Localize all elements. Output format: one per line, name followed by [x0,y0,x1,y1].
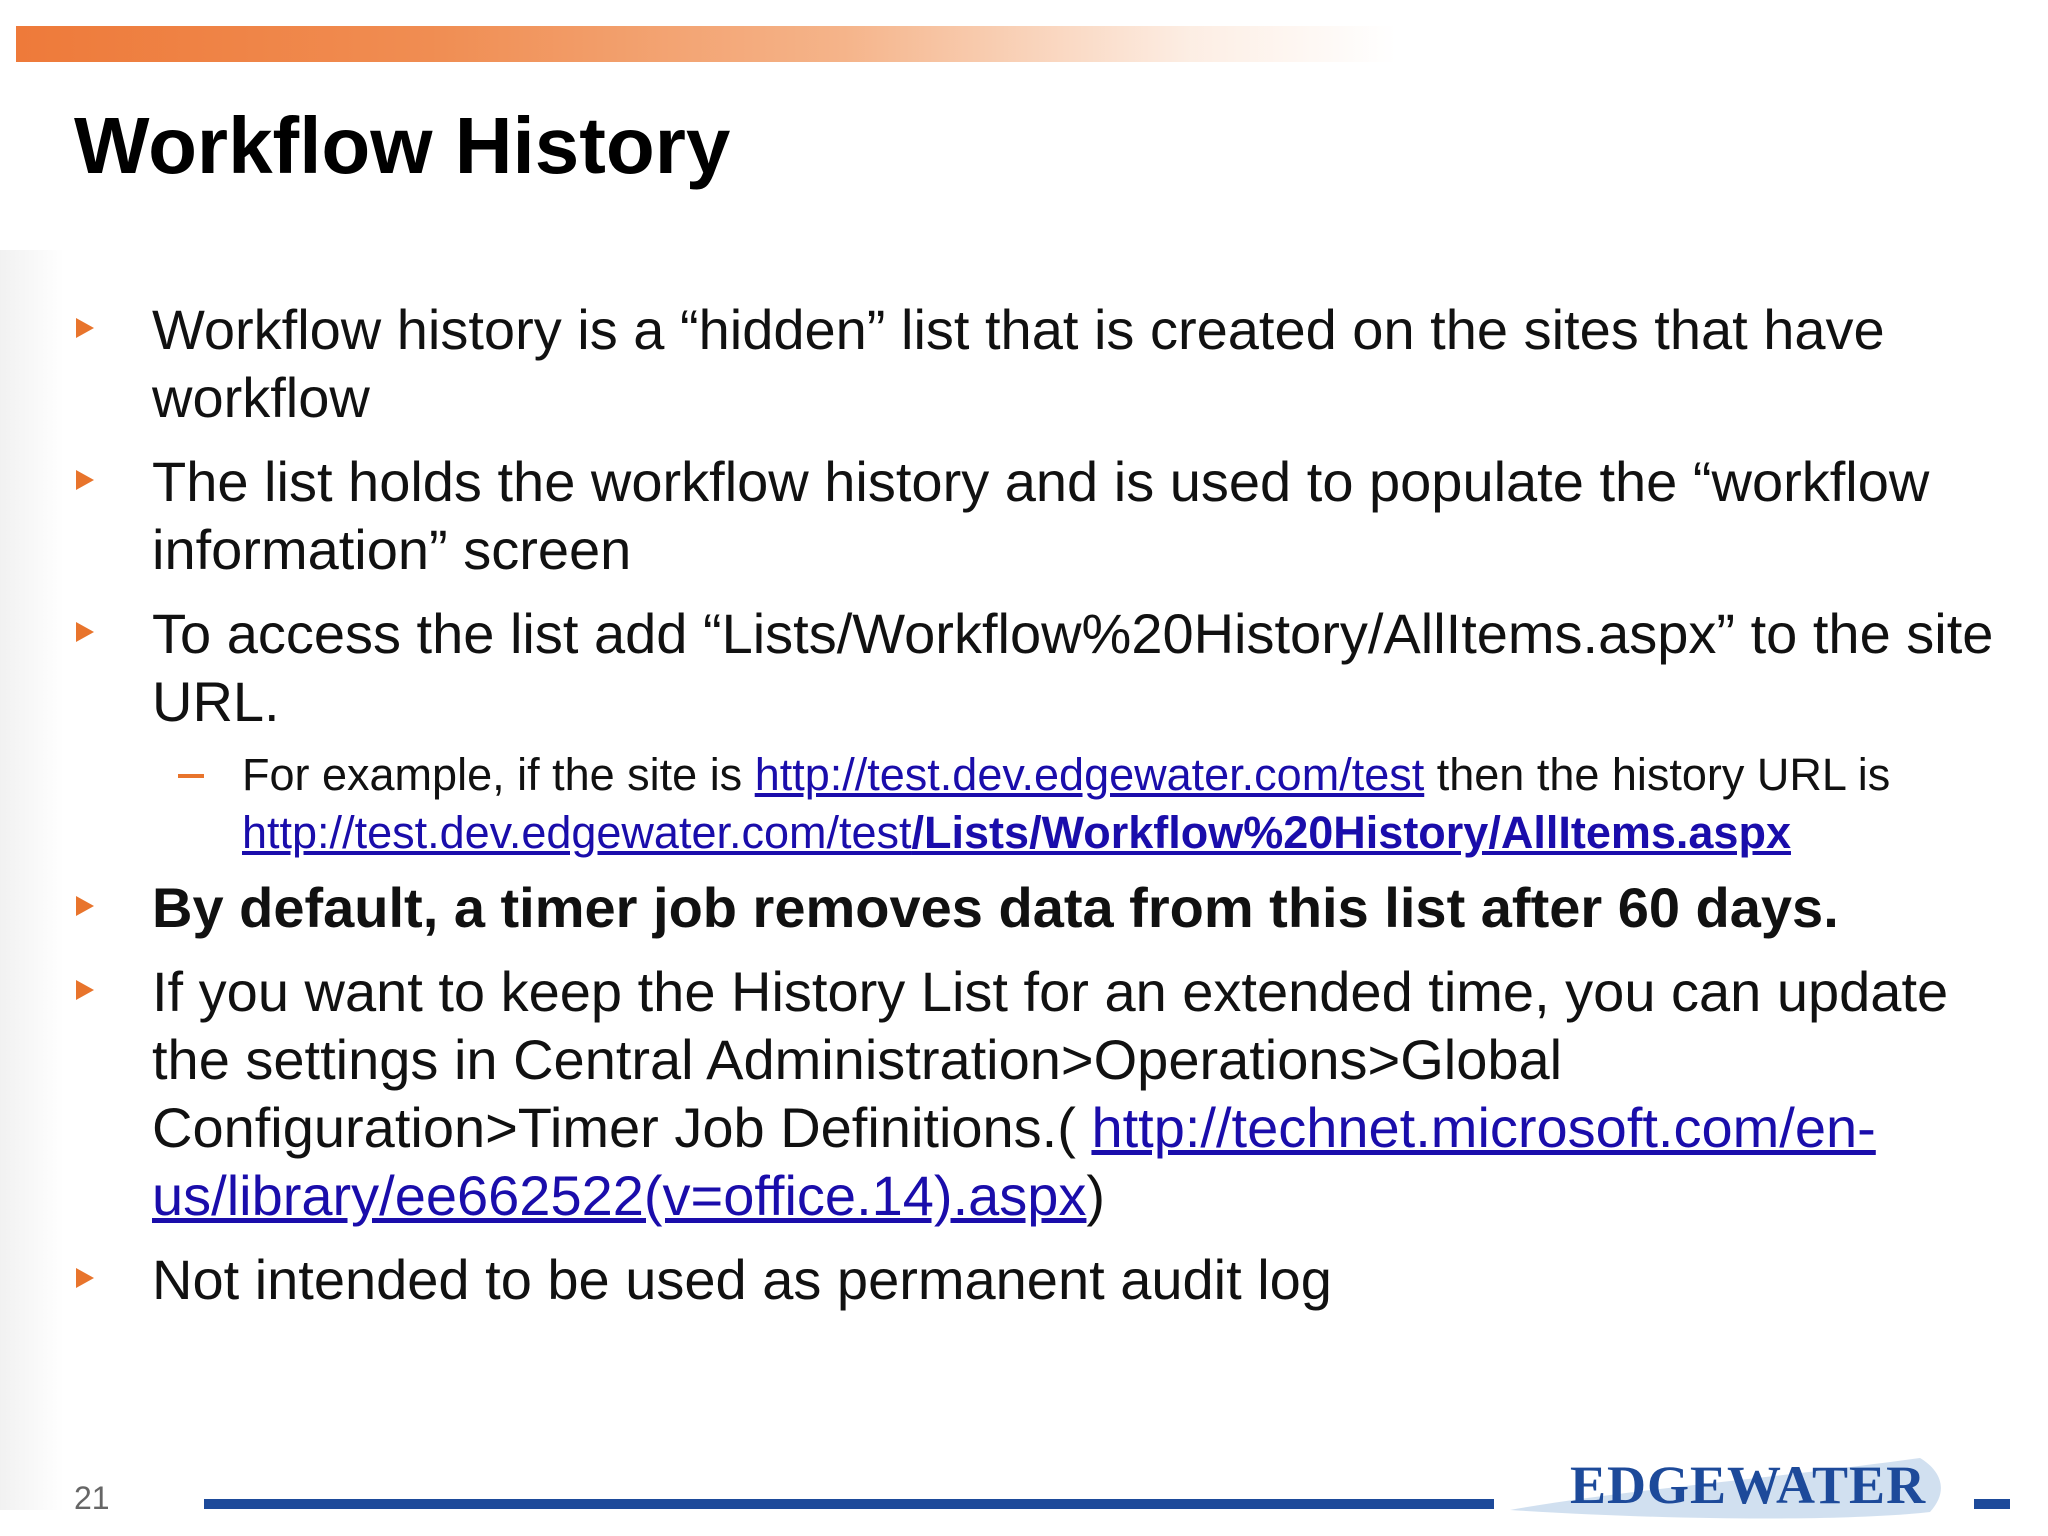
top-accent-band [16,26,1396,62]
history-url-link[interactable] [242,807,1791,858]
triangle-bullet-icon [76,1268,94,1288]
list-item [70,600,2010,736]
technet-link[interactable]: http://technet.microsoft.com/en-us/library/ee662522(v=office.14).aspx [152,1096,1876,1227]
triangle-bullet-icon [76,622,94,642]
slide-title: Workflow History [74,101,731,190]
list-item-text: Workflow history is a “hidden” list that is created on the sites that have workflow [152,298,1885,429]
history-url-base: http://test.dev.edgewater.com/test [242,807,912,858]
list-item [70,296,2010,432]
triangle-bullet-icon [76,470,94,490]
list-item [70,1246,2010,1314]
logo-text: EDGEWATER [1570,1455,1927,1515]
footer-rule [204,1499,1494,1509]
list-item-text: To access the list add “Lists/Workflow%20History/AllItems.aspx” to the site URL. [152,602,1994,733]
triangle-bullet-icon [76,980,94,1000]
bullet-list [70,296,2010,1330]
left-shade [0,250,64,1510]
list-item [70,874,2010,942]
list-item-text: Not intended to be used as permanent audit log [152,1248,1332,1311]
list-item-suffix: ) [1086,1164,1106,1227]
sub-item-middle: then the history URL is [1424,749,1891,800]
dash-bullet-icon [178,774,204,778]
triangle-bullet-icon [76,318,94,338]
history-url-suffix: /Lists/Workflow%20History/AllItems.aspx [911,807,1791,858]
site-url-link[interactable]: http://test.dev.edgewater.com/test [754,749,1425,800]
triangle-bullet-icon [76,896,94,916]
list-item [70,448,2010,584]
list-item-text: By default, a timer job removes data from this list after 60 days. [152,876,1839,939]
sub-item-prefix: For example, if the site is [242,749,755,800]
sub-list-item [70,746,2010,862]
edgewater-logo [1500,1450,1980,1526]
list-item-prefix: If you want to keep the History List for an extended time, you can update the settings in Central Administration>Operations>Global Configuration>Timer Job Definitions.( [152,960,1949,1159]
list-item-text: The list holds the workflow history and is used to populate the “workflow information” screen [152,450,1930,581]
list-item [70,958,2010,1230]
slide-number: 21 [74,1480,110,1516]
